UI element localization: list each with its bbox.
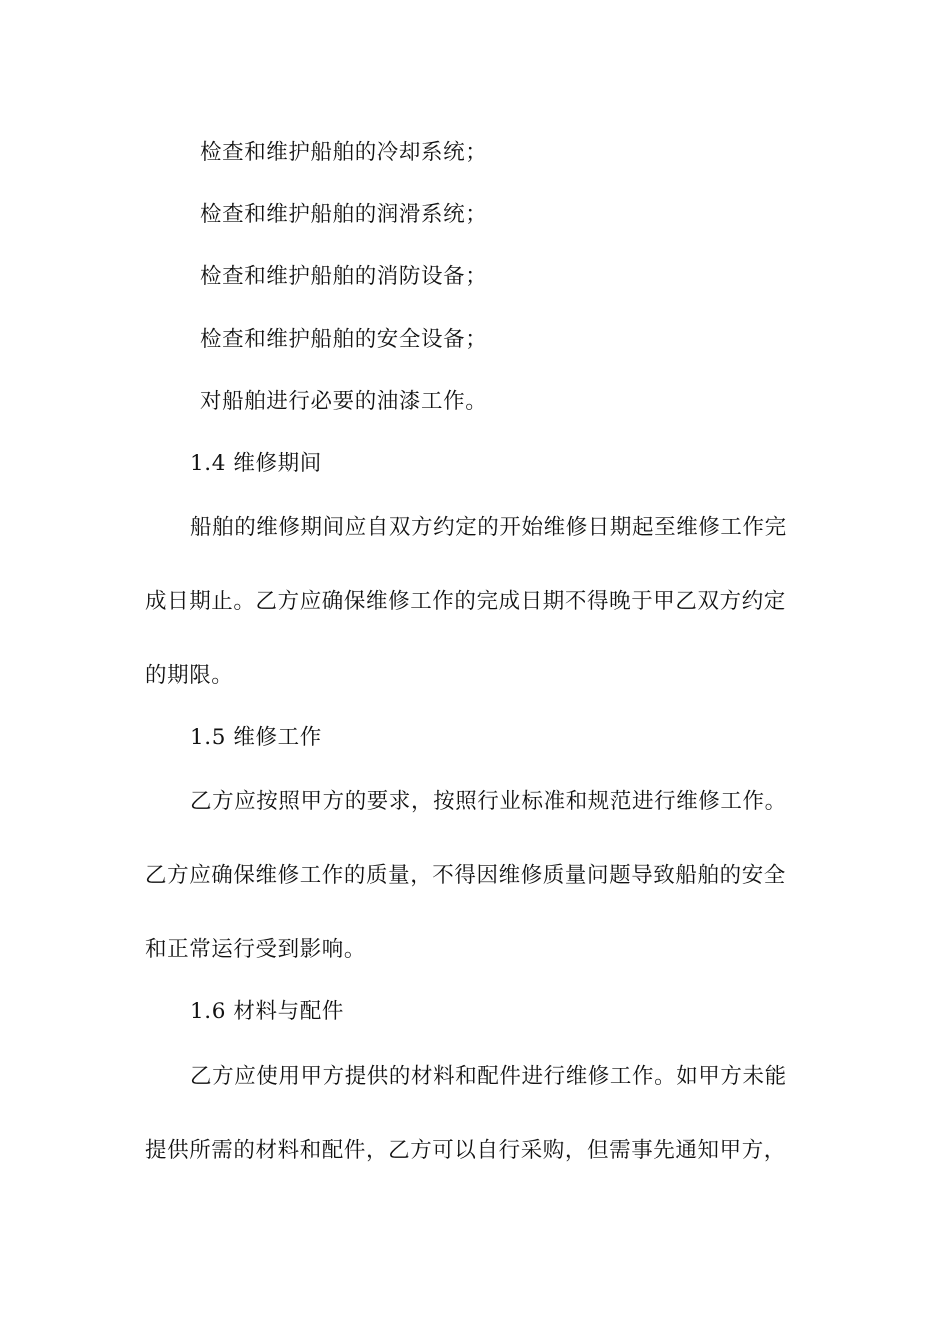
paragraph-line: 成日期止。乙方应确保维修工作的完成日期不得晚于甲乙双方约定: [145, 589, 786, 614]
paragraph-line: 乙方应使用甲方提供的材料和配件进行维修工作。如甲方未能: [190, 1064, 787, 1089]
paragraph-line: 的期限。: [145, 663, 234, 688]
bullet-item-lubrication: 检查和维护船舶的润滑系统；: [200, 202, 488, 227]
bullet-item-firefighting: 检查和维护船舶的消防设备；: [200, 264, 488, 289]
bullet-item-cooling: 检查和维护船舶的冷却系统；: [200, 140, 488, 165]
bullet-item-painting: 对船舶进行必要的油漆工作。: [200, 389, 488, 414]
paragraph-line: 乙方应确保维修工作的质量，不得因维修质量问题导致船舶的安全: [145, 863, 786, 888]
paragraph-line: 乙方应按照甲方的要求，按照行业标准和规范进行维修工作。: [190, 789, 787, 814]
paragraph-line: 和正常运行受到影响。: [145, 937, 367, 962]
section-heading-materials-parts: 1.6 材料与配件: [190, 999, 344, 1024]
bullet-item-safety: 检查和维护船舶的安全设备；: [200, 327, 488, 352]
section-heading-maintenance-period: 1.4 维修期间: [190, 451, 322, 476]
section-heading-maintenance-work: 1.5 维修工作: [190, 725, 322, 750]
paragraph-line: 船舶的维修期间应自双方约定的开始维修日期起至维修工作完: [190, 515, 787, 540]
paragraph-line: 提供所需的材料和配件，乙方可以自行采购，但需事先通知甲方，: [145, 1138, 786, 1163]
